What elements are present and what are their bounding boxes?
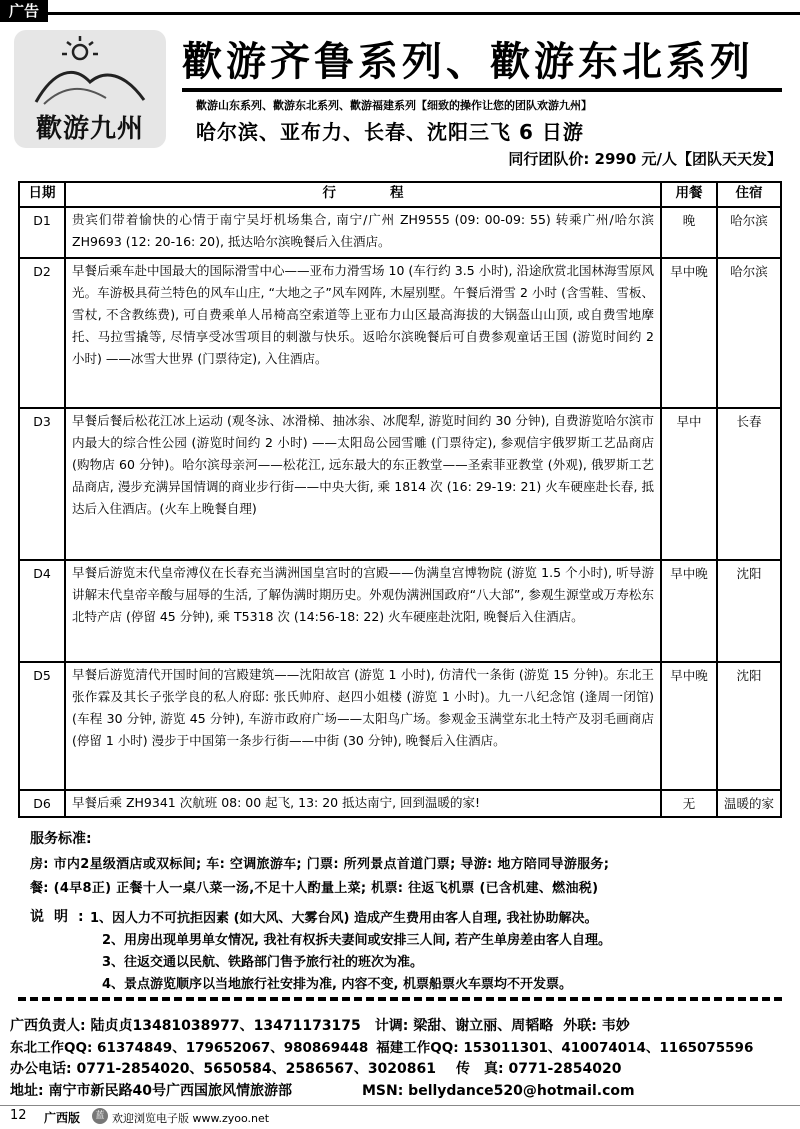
- meal-cell: 早中晚: [661, 560, 717, 662]
- logo-text: 歡游九州: [35, 114, 144, 144]
- note-item: 2、用房出现单男单女情况, 我社有权拆夫妻间或安排三人间, 若产生单房差由客人自理。: [102, 933, 611, 948]
- detail-cell: 早餐后游览清代开国时间的宫殿建筑——沈阳故宫 (游览 1 小时), 仿清代一条街 (游览 15 分钟)。东北王张作霖及其长子张学良的私人府邸: 张氏帅府、赵四小姐楼 (游览 1 小时)。九一八纪念馆 (逢周一闭馆) (车程 30 分钟, 游览 45 分钟), 车游市政府广场——太阳鸟广场。参观金玉满堂东北土特产及羽毛画商店 (停留 1 小时) 漫步于中国第一条步行街——中街 (30 分钟), 晚餐后入住酒店。: [65, 662, 661, 790]
- table-row: [19, 790, 781, 817]
- detail-cell: 早餐后乘车赴中国最大的国际滑雪中心——亚布力滑雪场 10 (车行约 3.5 小时), 沿途欣赏北国林海雪原风光。车游极具荷兰特色的风车山庄, “大地之子”风车网阵, 木屋别墅。午餐后滑雪 2 小时 (含雪鞋、雪板、雪杖, 不含教练费), 可自费乘单人吊椅高空索道等上亚布力山区最高海拔的大锅盔山山顶, 或自费雪地摩托、马拉雪撬等, 尽情享受冰雪项目的刺激与快乐。返哈尔滨晚餐后可自费参观童话王国 (游览时间约 2 小时) ——冰雪大世界 (门票待定), 入住酒店。: [65, 258, 661, 408]
- meal-cell: 早中: [661, 408, 717, 560]
- meal-cell: 早中晚: [661, 258, 717, 408]
- table-row: [19, 258, 781, 408]
- contact-fax: 传 真: 0771-2854020: [456, 1061, 622, 1077]
- price-line: 同行团队价: 2990 元/人【团队天天发】: [508, 150, 782, 168]
- dashed-separator: [18, 997, 782, 1002]
- day-cell: D1: [19, 207, 65, 258]
- contact-line: [10, 1058, 621, 1078]
- note-item: 1、因人力不可抗拒因素 (如大风、大雾台风) 造成产生费用由客人自理, 我社协助解决。: [90, 911, 598, 926]
- contact-phone: 办公电话: 0771-2854020、5650584、2586567、3020861: [10, 1061, 437, 1077]
- route-title: 哈尔滨、亚布力、长春、沈阳三飞 6 日游: [196, 120, 584, 144]
- header-detail: 行 程: [65, 182, 661, 207]
- detail-cell: 早餐后游览末代皇帝溥仪在长春充当满洲国皇宫时的宫殿——伪满皇宫博物院 (游览 1.5 个小时), 听导游讲解末代皇帝辛酸与屈辱的生活, 了解伪满时期历史。外观伪满洲国政府“八大部”, 参观生源堂或万寿松东北特产店 (停留 45 分钟), 乘 T5318 次 (14:56-18: 22) 火车硬座赴沈阳, 晚餐后入住酒店。: [65, 560, 661, 662]
- logo: [14, 30, 166, 148]
- header-meal: 用餐: [661, 182, 717, 207]
- hotel-cell: 哈尔滨: [717, 258, 781, 408]
- table-row: [19, 408, 781, 560]
- detail-cell: 贵宾们带着愉快的心情于南宁吴圩机场集合, 南宁/广州 ZH9555 (09: 00-09: 55) 转乘广州/哈尔滨 ZH9693 (12: 20-16: 20), 抵达哈尔滨晚餐后入住酒店。: [65, 207, 661, 258]
- day-cell: D3: [19, 408, 65, 560]
- note-item: 3、往返交通以民航、铁路部门售予旅行社的班次为准。: [102, 955, 424, 970]
- title-rule: [182, 88, 782, 92]
- top-rule: [48, 12, 800, 15]
- contact-line: [10, 1036, 753, 1056]
- contact-liaison: 外联: 韦妙: [563, 1018, 630, 1034]
- hotel-cell: 温暖的家: [717, 790, 781, 817]
- detail-cell: 早餐后乘 ZH9341 次航班 08: 00 起飞, 13: 20 抵达南宁, 回到温暖的家!: [65, 790, 661, 817]
- day-cell: D6: [19, 790, 65, 817]
- hotel-cell: 长春: [717, 408, 781, 560]
- day-cell: D4: [19, 560, 65, 662]
- services-line: 餐: (4早8正) 正餐十人一桌八菜一汤,不足十人酌量上菜; 机票: 往返飞机票 (已含机建、燃油税): [30, 881, 599, 896]
- services-line: 房: 市内2星级酒店或双标间; 车: 空调旅游车; 门票: 所列景点首道门票; 导游: 地方陪同导游服务;: [30, 857, 610, 872]
- table-row: [19, 662, 781, 790]
- itinerary-table: [18, 181, 782, 818]
- table-header-row: [19, 182, 781, 207]
- contact-qq-fujian: 福建工作QQ: 153011301、410074014、1165075596: [376, 1040, 754, 1056]
- meal-cell: 无: [661, 790, 717, 817]
- note-item: 4、景点游览顺序以当地旅行社安排为准, 内容不变, 机票船票火车票均不开发票。: [102, 977, 572, 992]
- table-row: [19, 560, 781, 662]
- series-line: 歡游山东系列、歡游东北系列、歡游福建系列【细致的操作让您的团队欢游九州】: [196, 99, 592, 112]
- detail-cell: 早餐后餐后松花江冰上运动 (观冬泳、冰滑梯、抽冰尜、冰爬犁, 游览时间约 30 分钟), 自费游览哈尔滨市内最大的综合性公园 (游览时间约 2 小时) ——太阳岛公园雪雕 (门票待定), 参观信宇俄罗斯工艺品商店 (购物店 60 分钟)。哈尔滨母亲河——松花江, 远东最大的东正教堂——圣索菲亚教堂 (外观), 俄罗斯工艺品商店, 漫步充满异国情调的商业步行街——中央大街, 乘 1814 次 (16: 29-19: 21) 火车硬座赴长春, 抵达后入住酒店。(火车上晚餐自理): [65, 408, 661, 560]
- hotel-cell: 沈阳: [717, 662, 781, 790]
- services-title: 服务标准:: [30, 831, 92, 847]
- edition-badge-icon: 蓝: [92, 1108, 108, 1124]
- hotel-cell: 沈阳: [717, 560, 781, 662]
- notes-label: 说明:: [30, 909, 94, 925]
- site-note: 欢迎浏览电子版 www.zyoo.net: [112, 1112, 270, 1125]
- table-row: [19, 207, 781, 258]
- contact-line: [10, 1015, 630, 1035]
- ad-tag: 广告: [0, 0, 48, 22]
- footer-rule: [0, 1105, 800, 1106]
- header-hotel: 住宿: [717, 182, 781, 207]
- day-cell: D5: [19, 662, 65, 790]
- header-day: 日期: [19, 182, 65, 207]
- main-title: 歡游齐鲁系列、歡游东北系列: [182, 39, 754, 85]
- page-number: 12: [10, 1108, 27, 1123]
- meal-cell: 晚: [661, 207, 717, 258]
- edition-label: 广西版: [44, 1111, 81, 1125]
- contact-manager: 广西负责人: 陆贞贞13481038977、13471173175: [10, 1018, 361, 1034]
- contact-line: [10, 1080, 635, 1100]
- day-cell: D2: [19, 258, 65, 408]
- contact-planners: 计调: 梁甜、谢立丽、周韬略: [374, 1018, 554, 1034]
- meal-cell: 早中晚: [661, 662, 717, 790]
- contact-address: 地址: 南宁市新民路40号广西国旅风情旅游部: [10, 1083, 292, 1099]
- contact-qq-northeast: 东北工作QQ: 61374849、179652067、980869448: [10, 1040, 369, 1056]
- contact-msn: MSN: bellydance520@hotmail.com: [361, 1083, 635, 1099]
- hotel-cell: 哈尔滨: [717, 207, 781, 258]
